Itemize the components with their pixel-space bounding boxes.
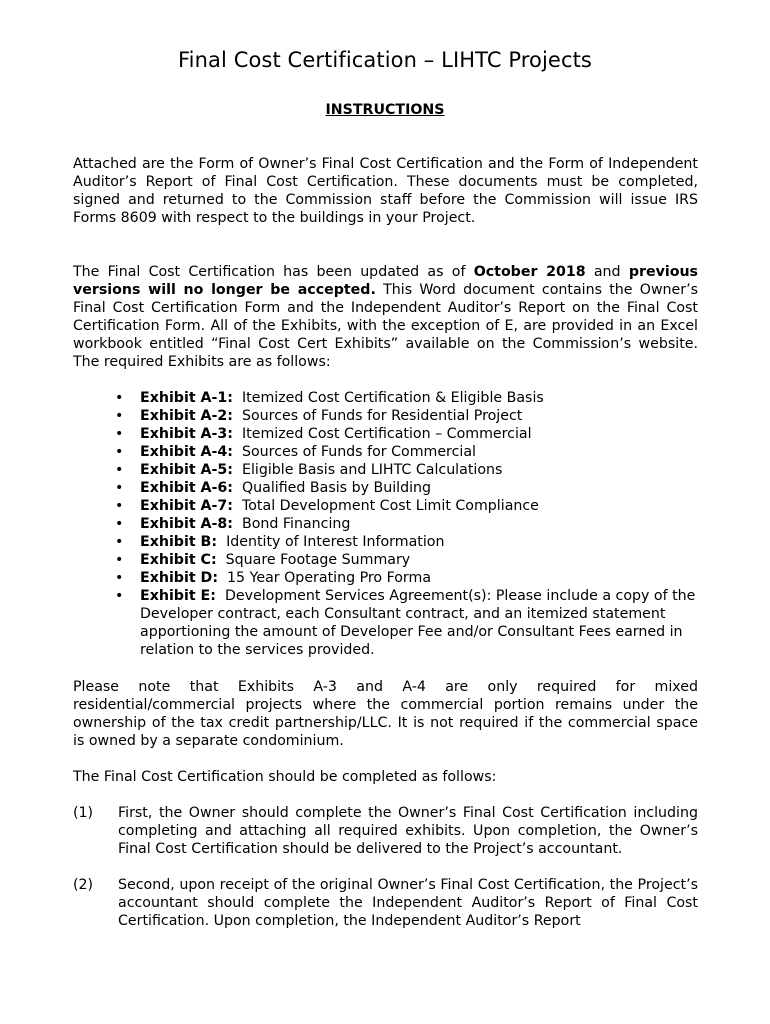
step-text: First, the Owner should complete the Owner’s Final Cost Certification including completing and attaching all required exhibits. Upon completion, the Owner’s Final Cost Certification should be delivered to the Project’s accountant.	[118, 805, 698, 857]
bullet-icon: •	[115, 408, 124, 424]
update-text-part3: This Word document contains the Owner’s Final Cost Certification Form and the Independent Auditor’s Report on the Final Cost Certification Form. All of the Exhibits, with the exception of E, are provided in an Excel workbook entitled “Final Cost Cert Exhibits” available on the Commission’s website. The required Exhibits are as follows:	[73, 282, 698, 370]
update-paragraph	[73, 263, 698, 371]
exhibit-description: Bond Financing	[242, 516, 351, 532]
update-notice: previous versions will no longer be accepted.	[73, 264, 698, 298]
exhibit-item	[115, 461, 698, 479]
exhibit-item	[115, 407, 698, 425]
exhibit-description: Itemized Cost Certification & Eligible Basis	[242, 390, 544, 406]
exhibit-description: Itemized Cost Certification – Commercial	[242, 426, 532, 442]
exhibit-description: Eligible Basis and LIHTC Calculations	[242, 462, 503, 478]
step-number: (1)	[73, 805, 94, 821]
bullet-icon: •	[115, 390, 124, 406]
exhibit-item	[115, 425, 698, 443]
intro-paragraph: Attached are the Form of Owner’s Final Cost Certification and the Form of Independent Auditor’s Report of Final Cost Certification. These documents must be completed, signed and returned to the Commission staff before the Commission will issue IRS Forms 8609 with respect to the buildings in your Project.	[73, 156, 698, 226]
page-title: Final Cost Certification – LIHTC Projects	[178, 48, 592, 72]
bullet-icon: •	[115, 516, 124, 532]
step-item	[73, 876, 698, 930]
exhibit-label: Exhibit C:	[140, 552, 217, 568]
step-number: (2)	[73, 877, 94, 893]
exhibit-label: Exhibit D:	[140, 570, 218, 586]
exhibit-label: Exhibit A-6:	[140, 480, 233, 496]
exhibit-item	[115, 515, 698, 533]
exhibit-label: Exhibit E:	[140, 588, 216, 604]
exhibit-label: Exhibit A-1:	[140, 390, 233, 406]
update-date: October 2018	[473, 264, 586, 280]
exhibit-item	[115, 533, 698, 551]
exhibit-label: Exhibit A-8:	[140, 516, 233, 532]
exhibit-item	[115, 551, 698, 569]
bullet-icon: •	[115, 444, 124, 460]
exhibit-list	[115, 389, 698, 659]
bullet-icon: •	[115, 570, 124, 586]
exhibit-description: Identity of Interest Information	[226, 534, 445, 550]
step-item	[73, 804, 698, 858]
exhibit-item	[115, 389, 698, 407]
note-paragraph: Please note that Exhibits A-3 and A-4 are only required for mixed residential/commercial projects where the commercial portion remains under the ownership of the tax credit partnership/LLC. It is not required if the commercial space is owned by a separate condominium.	[73, 679, 698, 749]
bullet-icon: •	[115, 480, 124, 496]
exhibit-description: 15 Year Operating Pro Forma	[227, 570, 432, 586]
exhibit-label: Exhibit A-7:	[140, 498, 233, 514]
bullet-icon: •	[115, 534, 124, 550]
exhibit-description: Development Services Agreement(s): Please include a copy of the Developer contract, each Consultant contract, and an itemized statement apportioning the amount of Developer Fee and/or Consultant Fees earned in relation to the services provided.	[140, 588, 696, 658]
exhibit-label: Exhibit A-4:	[140, 444, 233, 460]
bullet-icon: •	[115, 462, 124, 478]
steps-intro-paragraph: The Final Cost Certification should be completed as follows:	[73, 769, 497, 785]
exhibit-item	[115, 587, 698, 659]
steps-list	[73, 804, 698, 930]
update-text-part1: The Final Cost Certification has been updated as of	[73, 264, 474, 280]
exhibit-item	[115, 569, 698, 587]
step-text: Second, upon receipt of the original Owner’s Final Cost Certification, the Project’s accountant should complete the Independent Auditor’s Report of Final Cost Certification. Upon completion, the Independent Auditor’s Report	[118, 877, 698, 929]
bullet-icon: •	[115, 426, 124, 442]
exhibit-item	[115, 479, 698, 497]
exhibit-description: Qualified Basis by Building	[242, 480, 432, 496]
bullet-icon: •	[115, 498, 124, 514]
exhibit-label: Exhibit A-2:	[140, 408, 233, 424]
bullet-icon: •	[115, 588, 124, 604]
exhibit-label: Exhibit A-3:	[140, 426, 233, 442]
exhibit-description: Sources of Funds for Commercial	[242, 444, 476, 460]
exhibit-item	[115, 497, 698, 515]
instructions-heading: INSTRUCTIONS	[325, 102, 445, 118]
exhibit-item	[115, 443, 698, 461]
exhibit-label: Exhibit B:	[140, 534, 218, 550]
exhibit-description: Total Development Cost Limit Compliance	[242, 498, 539, 514]
exhibit-description: Square Footage Summary	[225, 552, 411, 568]
exhibit-label: Exhibit A-5:	[140, 462, 233, 478]
update-text-part2: and	[585, 264, 629, 280]
exhibit-description: Sources of Funds for Residential Project	[242, 408, 523, 424]
bullet-icon: •	[115, 552, 124, 568]
